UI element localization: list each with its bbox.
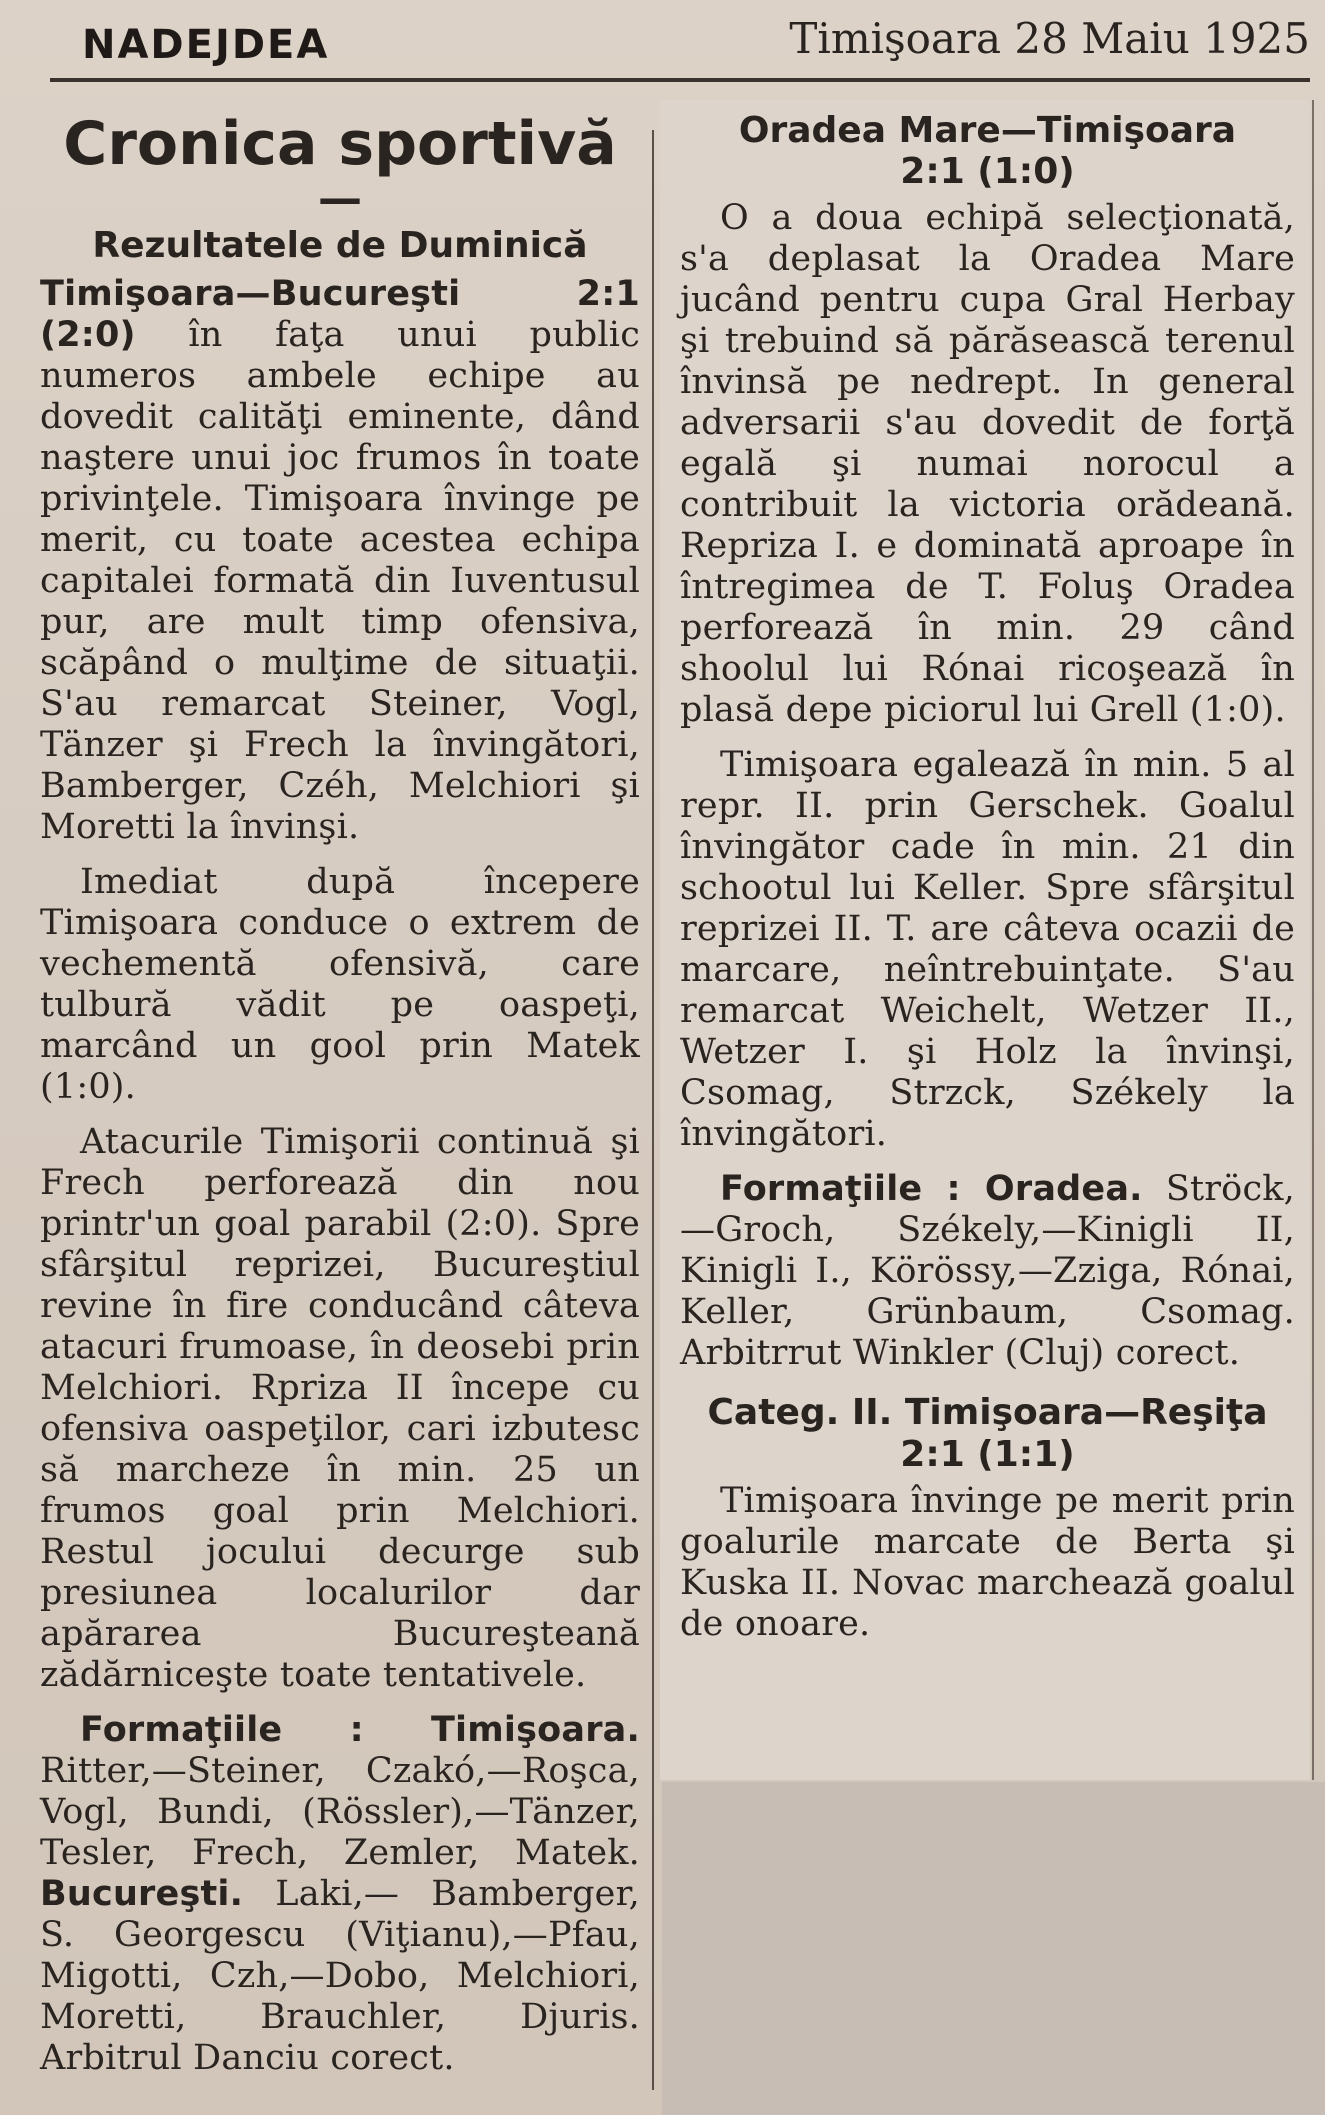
lineup-label-bucuresti: Bucureşti.	[40, 1873, 244, 1914]
lineup-timisoara: Ritter,—Steiner, Czakó,—Roşca, Vogl, Bundi, (Rössler),—Tänzer, Tesler, Frech, Zemler, Matek.	[40, 1750, 640, 1873]
match2-lineups	[680, 1169, 1295, 1374]
lineup-bucuresti: Laki,— Bamberger, S. Georgescu (Viţianu),—Pfau, Migotti, Czh,—Dobo, Melchiori, Moretti, Brauchler, Djuris. Arbitrul Danciu corect.	[40, 1873, 640, 2078]
match2-paragraph-1: O a doua echipă selecţionată, s'a deplasat la Oradea Mare jucând pentru cupa Gral Herbay şi trebuind să părăsească terenul învinsă pe nedrept. In general adversarii s'au dovedit de forţă egală şi numai norocul a contribuit la victoria orădeană. Repriza I. e dominată aproape în întregimea de T. Foluş Oradea perforează în min. 29 când shoolul lui Rónai ricoşează în plasă depe piciorul lui Grell (1:0).	[680, 198, 1295, 731]
results-subhead: Rezultatele de Duminică	[92, 224, 588, 266]
right-edge-rule	[1312, 100, 1314, 1780]
lineup-label: Formaţiile : Timişoara.	[80, 1709, 640, 1750]
left-column	[40, 110, 640, 2093]
dateline: Timişoara 28 Maiu 1925	[789, 14, 1310, 63]
match3-score: 2:1 (1:1)	[900, 1433, 1075, 1475]
match2-paragraph-2: Timişoara egalează în min. 5 al repr. II. prin Gerschek. Goalul învingător cade în min. 21 din schootul lui Keller. Spre sfârşitul reprizei II. T. are câteva ocazii de marcare, neîntrebuinţate. S'au remarcat Weichelt, Wetzer II., Wetzer I. şi Holz la învinşi, Csomag, Strzck, Székely la învingători.	[680, 745, 1295, 1155]
match1-text-1: în faţa unui public numeros ambele echipe au dovedit calităţi eminente, dând naştere unui joc frumos în toate privinţele. Timişoara învinge pe merit, cu toate acestea echipa capitalei formată din Iuventusul pur, are mult timp ofensiva, scăpând o mulţime de situaţii. S'au remarcat Steiner, Vogl, Tänzer şi Frech la învingători, Bamberger, Czéh, Melchiori şi Moretti la învinşi.	[40, 314, 641, 847]
title-divider: —	[318, 173, 362, 224]
match3-title: Categ. II. Timişoara—Reşiţa	[707, 1392, 1268, 1434]
match2-lineup: Ströck, —Groch, Székely,—Kinigli II, Kinigli I., Körössy,—Zziga, Rónai, Keller, Grünbaum, Csomag. Arbitrrut Winkler (Cluj) corect.	[680, 1169, 1295, 1374]
match2-title: Oradea Mare—Timişoara	[738, 110, 1237, 151]
match3-paragraph-1: Timişoara învinge pe merit prin goalurile marcate de Berta şi Kuska II. Novac marchează goalul de onoare.	[680, 1480, 1295, 1644]
match2-score: 2:1 (1:0)	[900, 151, 1075, 193]
match1-title: Timişoara—Bucureşti 2:1 (2:0)	[40, 273, 640, 355]
match1-paragraph-1	[40, 274, 640, 848]
paper-name: NADEJDEA	[82, 22, 330, 68]
match1-paragraph-2: Imediat după începere Timişoara conduce o extrem de vechementă ofensivă, care tulbură vădit pe oaspeţi, marcând un gool prin Matek (1:0).	[40, 861, 640, 1107]
match1-paragraph-3: Atacurile Timişorii continuă şi Frech perforează din nou printr'un goal parabil (2:0). Spre sfârşitul reprizei, Bucureştiul revine în fire conducând câteva atacuri frumoase, în deosebi prin Melchiori. Rpriza II începe cu ofensiva oaspeţilor, cari izbutesc să marcheze în min. 25 un frumos goal prin Melchiori. Restul jocului decurge sub presiunea localurilor dar apărarea Bucureşteană zădărniceşte toate tentativele.	[40, 1121, 640, 1695]
blank-area	[662, 1782, 1325, 2115]
section-title: Cronica sportivă	[63, 109, 617, 179]
masthead	[50, 8, 1310, 82]
column-divider	[652, 130, 654, 2090]
match2-lineup-label: Formaţiile : Oradea.	[720, 1169, 1143, 1210]
match1-lineups	[40, 1710, 640, 2079]
right-column	[680, 110, 1295, 1659]
